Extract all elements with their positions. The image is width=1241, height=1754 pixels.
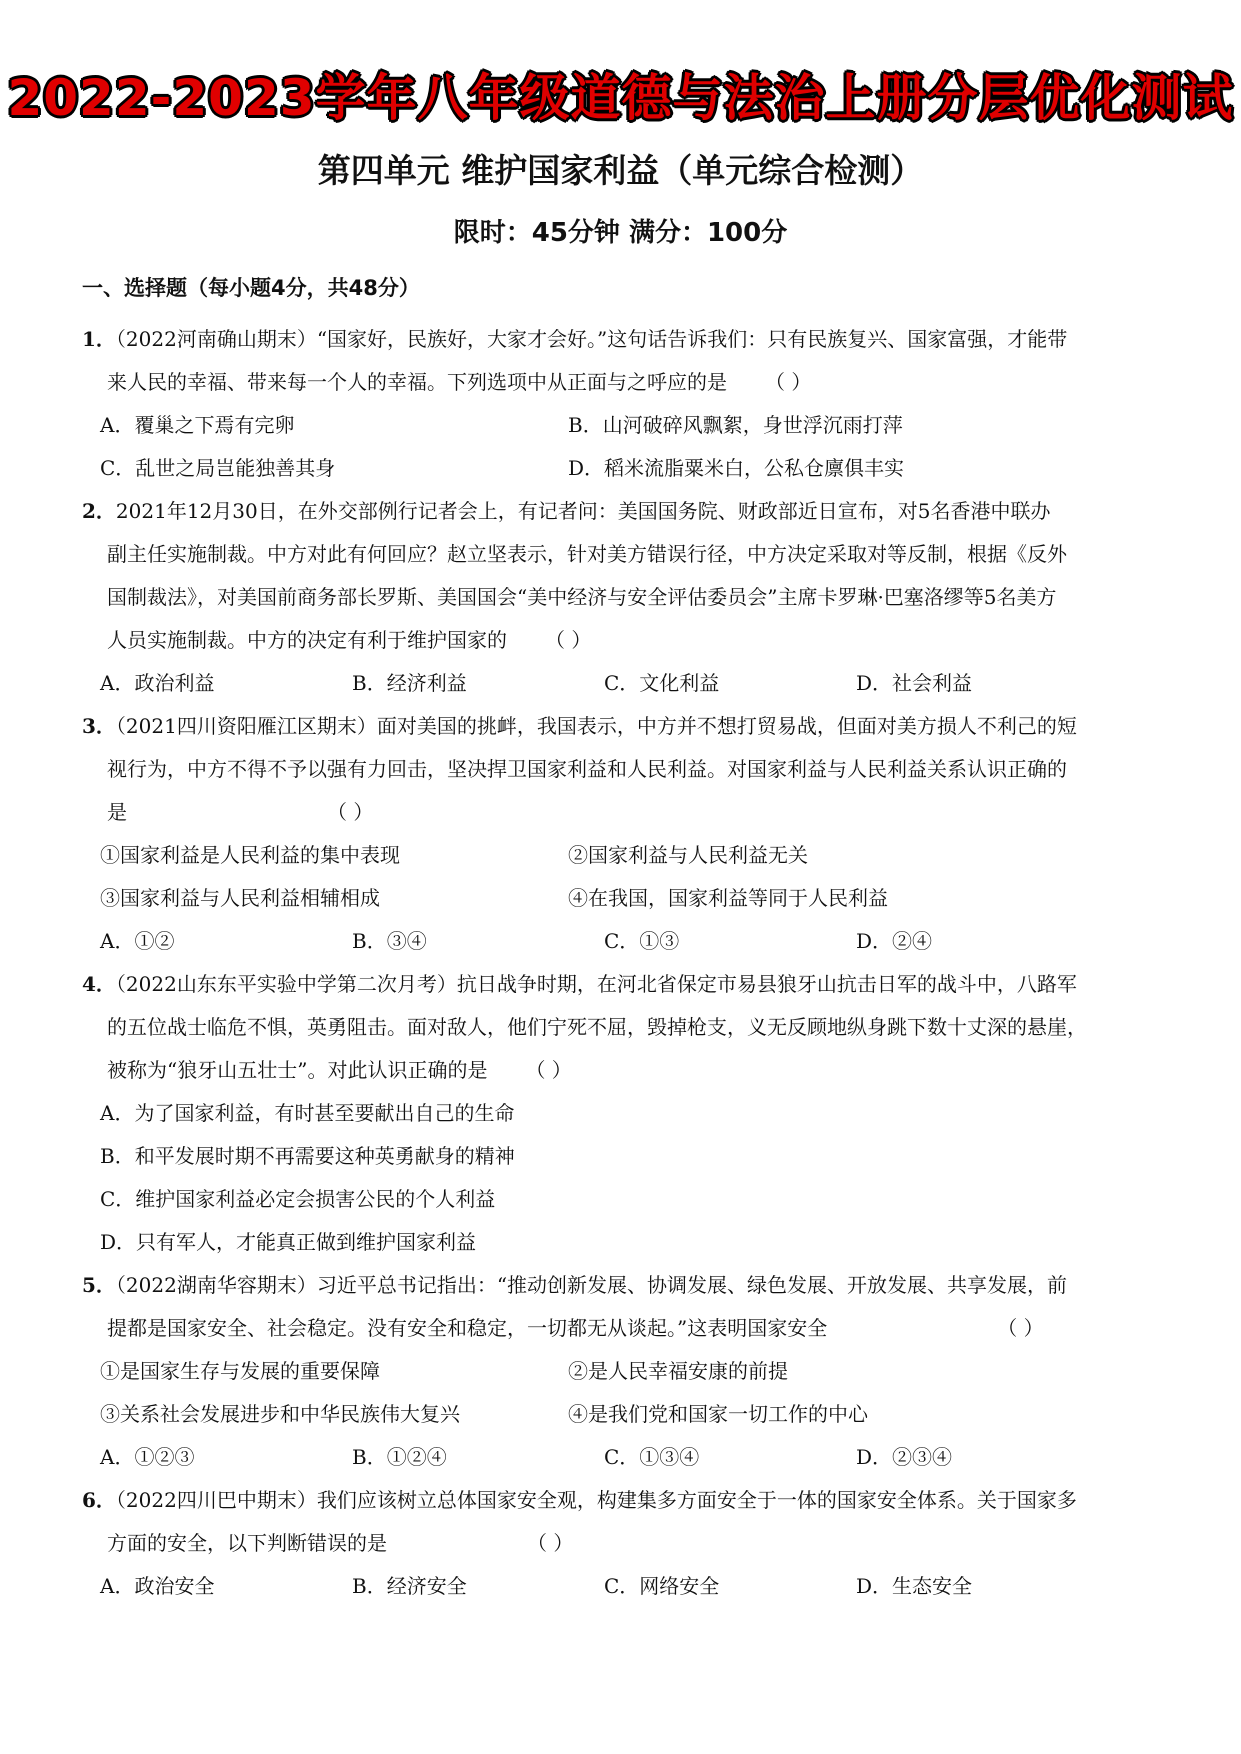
statements-row <box>82 877 1172 920</box>
option-b: B．③④ <box>352 929 427 953</box>
options-row <box>82 1221 1172 1264</box>
answer-blank: （ ） <box>525 1058 572 1082</box>
question-text: 来人民的幸福、带来每一个人的幸福。下列选项中从正面与之呼应的是 <box>107 370 727 394</box>
statement-2: ②国家利益与人民利益无关 <box>568 843 808 867</box>
option-c: C．①③ <box>604 929 680 953</box>
question-text: 视行为，中方不得不予以强有力回击，坚决捍卫国家利益和人民利益。对国家利益与人民利益关系认识正确的 <box>107 757 1067 781</box>
question-4 <box>82 963 1172 1264</box>
answer-blank: （ ） <box>765 370 812 394</box>
section-heading: 一、选择题（每小题4分，共48分） <box>82 276 420 300</box>
option-a: A．①② <box>100 929 175 953</box>
question-number: 3． <box>82 714 116 738</box>
options-row <box>82 1565 1172 1608</box>
question-line <box>82 705 1172 748</box>
option-a: A．为了国家利益，有时甚至要献出自己的生命 <box>100 1101 515 1125</box>
answer-blank: （ ） <box>527 1531 574 1555</box>
option-c: C．①③④ <box>604 1445 700 1469</box>
option-c: C．维护国家利益必定会损害公民的个人利益 <box>100 1187 496 1211</box>
question-line <box>82 1049 1172 1092</box>
options-row <box>82 1135 1172 1178</box>
question-number: 1． <box>82 327 116 351</box>
question-number: 4． <box>82 972 116 996</box>
question-text: （2022湖南华容期末）习近平总书记指出：“推动创新发展、协调发展、绿色发展、开放发展、共享发展，前 <box>115 1273 1068 1297</box>
answer-blank: （ ） <box>327 800 374 824</box>
question-text: （2022山东东平实验中学第二次月考）抗日战争时期，在河北省保定市易县狼牙山抗击日军的战斗中，八路军 <box>115 972 1077 996</box>
options-row <box>82 920 1172 963</box>
statements-row <box>82 1393 1172 1436</box>
statements-row <box>82 1350 1172 1393</box>
question-text: 被称为“狼牙山五壮士”。对此认识正确的是 <box>107 1058 488 1082</box>
option-b: B．山河破碎风飘絮，身世浮沉雨打萍 <box>568 413 903 437</box>
question-3 <box>82 705 1172 963</box>
question-line <box>82 361 1172 404</box>
question-line <box>82 1006 1172 1049</box>
statement-1: ①是国家生存与发展的重要保障 <box>100 1359 380 1383</box>
question-text: （2022河南确山期末）“国家好，民族好，大家才会好。”这句话告诉我们：只有民族复兴、国家富强，才能带 <box>115 327 1068 351</box>
option-c: C．乱世之局岂能独善其身 <box>100 456 336 480</box>
option-d: D．生态安全 <box>856 1574 973 1598</box>
option-a: A．政治利益 <box>100 671 215 695</box>
question-text: 的五位战士临危不惧，英勇阻击。面对敌人，他们宁死不屈，毁掉枪支，义无反顾地纵身跳下数十丈深的悬崖， <box>107 1015 1087 1039</box>
question-text: 副主任实施制裁。中方对此有何回应？赵立坚表示，针对美方错误行径，中方决定采取对等反制，根据《反外 <box>107 542 1067 566</box>
question-line <box>82 619 1172 662</box>
options-row <box>82 1436 1172 1479</box>
statement-3: ③关系社会发展进步和中华民族伟大复兴 <box>100 1402 460 1426</box>
question-1 <box>82 318 1172 490</box>
question-text: 2021年12月30日，在外交部例行记者会上，有记者问：美国国务院、财政部近日宣布，对5名香港中联办 <box>115 499 1051 523</box>
question-2 <box>82 490 1172 705</box>
option-a: A．覆巢之下焉有完卵 <box>100 413 295 437</box>
option-b: B．和平发展时期不再需要这种英勇献身的精神 <box>100 1144 515 1168</box>
statement-1: ①国家利益是人民利益的集中表现 <box>100 843 400 867</box>
option-d: D．只有军人，才能真正做到维护国家利益 <box>100 1230 477 1254</box>
question-text: （2022四川巴中期末）我们应该树立总体国家安全观，构建集多方面安全于一体的国家安全体系。关于国家多 <box>115 1488 1077 1512</box>
question-text: 提都是国家安全、社会稳定。没有安全和稳定，一切都无从谈起。”这表明国家安全 <box>107 1316 828 1340</box>
option-b: B．①②④ <box>352 1445 447 1469</box>
question-line <box>82 576 1172 619</box>
question-line <box>82 318 1172 361</box>
options-row <box>82 1178 1172 1221</box>
question-line <box>82 963 1172 1006</box>
options-row <box>82 1092 1172 1135</box>
unit-title: 第四单元 维护国家利益（单元综合检测） <box>317 151 924 190</box>
question-6 <box>82 1479 1172 1608</box>
options-row <box>82 404 1172 447</box>
option-c: C．文化利益 <box>604 671 720 695</box>
option-b: B．经济利益 <box>352 671 467 695</box>
statement-4: ④在我国，国家利益等同于人民利益 <box>568 886 888 910</box>
question-number: 5． <box>82 1273 116 1297</box>
option-a: A．政治安全 <box>100 1574 215 1598</box>
statement-3: ③国家利益与人民利益相辅相成 <box>100 886 380 910</box>
question-line <box>82 490 1172 533</box>
statement-2: ②是人民幸福安康的前提 <box>568 1359 788 1383</box>
answer-blank: （ ） <box>997 1316 1044 1340</box>
option-d: D．稻米流脂粟米白，公私仓廪俱丰实 <box>568 456 905 480</box>
option-a: A．①②③ <box>100 1445 195 1469</box>
question-line <box>82 1264 1172 1307</box>
answer-blank: （ ） <box>545 628 592 652</box>
question-line <box>82 748 1172 791</box>
question-line <box>82 791 1172 834</box>
question-text: 国制裁法》，对美国前商务部长罗斯、美国国会“美中经济与安全评估委员会”主席卡罗琳·巴塞洛缪等5名美方 <box>107 585 1057 609</box>
question-list <box>82 318 1172 1608</box>
statement-4: ④是我们党和国家一切工作的中心 <box>568 1402 868 1426</box>
question-text: 是 <box>107 800 127 824</box>
options-row <box>82 662 1172 705</box>
question-text: 人员实施制裁。中方的决定有利于维护国家的 <box>107 628 507 652</box>
question-number: 2． <box>82 499 116 523</box>
time-limit: 限时：45分钟 满分：100分 <box>453 218 788 248</box>
option-c: C．网络安全 <box>604 1574 720 1598</box>
options-row <box>82 447 1172 490</box>
option-d: D．②③④ <box>856 1445 953 1469</box>
question-line <box>82 1522 1172 1565</box>
question-5 <box>82 1264 1172 1479</box>
question-text: 方面的安全，以下判断错误的是 <box>107 1531 387 1555</box>
question-line <box>82 1479 1172 1522</box>
question-number: 6． <box>82 1488 116 1512</box>
question-line <box>82 1307 1172 1350</box>
exam-banner-title: 2022-2023学年八年级道德与法治上册分层优化测试 <box>7 69 1234 127</box>
option-b: B．经济安全 <box>352 1574 467 1598</box>
option-d: D．社会利益 <box>856 671 973 695</box>
question-text: （2021四川资阳雁江区期末）面对美国的挑衅，我国表示，中方并不想打贸易战，但面对美方损人不利己的短 <box>115 714 1077 738</box>
option-d: D．②④ <box>856 929 933 953</box>
question-line <box>82 533 1172 576</box>
statements-row <box>82 834 1172 877</box>
